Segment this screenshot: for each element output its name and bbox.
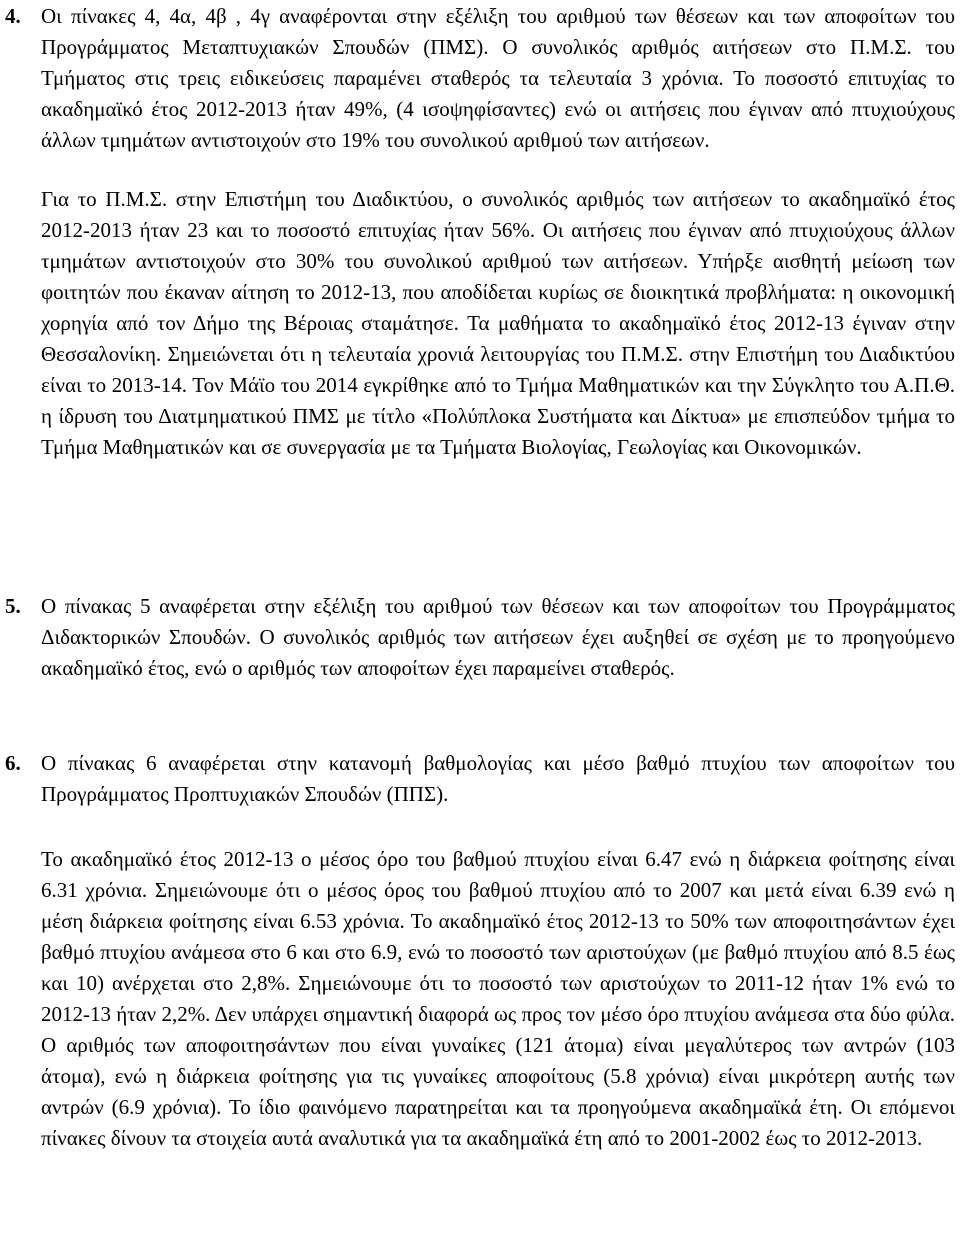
paragraph: Για το Π.Μ.Σ. στην Επιστήμη του Διαδικτύου, ο συνολικός αριθμός των αιτήσεων το ακαδημαϊκό έτος 2012-2013 ήταν 23 και το ποσοστό επιτυχίας ήταν 56%. Οι αιτήσεις που έγιναν από πτυχιούχους άλλων τμημάτων αντιστοιχούν στο 30% του συνολικού αριθμού των αιτήσεων. Υπήρξε αισθητή μείωση των φοιτητών που έκαναν αίτηση το 2012-13, που αποδίδεται κυρίως σε διοικητικά προβλήματα: η οικονομική χορηγία από τον Δήμο της Βέροιας σταμάτησε. Τα μαθήματα το ακαδημαϊκό έτος 2012-13 έγιναν στην Θεσσαλονίκη. Σημειώνεται ότι η τελευταία χρονιά λειτουργίας του Π.Μ.Σ. στην Επιστήμη του Διαδικτύου είναι το 2013-14. Τον Μάϊο του 2014 εγκρίθηκε από το Τμήμα Μαθηματικών και την Σύγκλητο του Α.Π.Θ. η ίδρυση του Διατμηματικού ΠΜΣ με τίτλο «Πολύπλοκα Συστήματα και Δίκτυα» με επισπεύδον τμήμα το Τμήμα Μαθηματικών και σε συνεργασία με τα Τμήματα Βιολογίας, Γεωλογίας και Οικονομικών. bbox=[41, 187, 955, 459]
paragraph: Το ακαδημαϊκό έτος 2012-13 ο μέσος όρο του βαθμού πτυχίου είναι 6.47 ενώ η διάρκεια φοίτησης είναι 6.31 χρόνια. Σημειώνουμε ότι ο μέσος όρος του βαθμού πτυχίου από το 2007 και μετά είναι 6.39 ενώ η μέση διάρκεια φοίτησης είναι 6.53 χρόνια. Το ακαδημαϊκό έτος 2012-13 το 50% των αποφοιτησάντων έχει βαθμό πτυχίου ανάμεσα στο 6 και στο 6.9, ενώ το ποσοστό των αριστούχων (με βαθμό πτυχίου από 8.5 έως και 10) ανέρχεται στο 2,8%. Σημειώνουμε ότι το ποσοστό των αριστούχων το 2011-12 ήταν 1% ενώ το 2012-13 ήταν 2,2%. Δεν υπάρχει σημαντική διαφορά ως προς τον μέσο όρο πτυχίου ανάμεσα στα δύο φύλα. Ο αριθμός των αποφοιτησάντων που είναι γυναίκες (121 άτομα) είναι μεγαλύτερος των αντρών (103 άτομα), ενώ η διάρκεια φοίτησης για τις γυναίκες αποφοίτους (5.8 χρόνια) είναι μικρότερη αυτής των αντρών (6.9 χρόνια). Το ίδιο φαινόμενο παρατηρείται και τα προηγούμενα ακαδημαϊκά έτη. Οι επόμενοι πίνακες δίνουν τα στοιχεία αυτά αναλυτικά για τα ακαδημαϊκά έτη από το 2001-2002 έως το 2012-2013. bbox=[41, 847, 955, 1150]
list-item-4 bbox=[0, 1, 960, 463]
item-number: 4. bbox=[5, 4, 21, 28]
list-item-5 bbox=[0, 591, 960, 684]
paragraph: Ο πίνακας 5 αναφέρεται στην εξέλιξη του αριθμού των θέσεων και των αποφοίτων του Προγράμματος Διδακτορικών Σπουδών. Ο συνολικός αριθμός των αιτήσεων έχει αυξηθεί σε σχέση με το προηγούμενο ακαδημαϊκό έτος, ενώ ο αριθμός των αποφοίτων έχει παραμείνει σταθερός. bbox=[41, 594, 955, 680]
list-item-6 bbox=[0, 748, 960, 1154]
item-number: 6. bbox=[5, 751, 21, 775]
paragraph: Οι πίνακες 4, 4α, 4β , 4γ αναφέρονται στην εξέλιξη του αριθμού των θέσεων και των αποφοίτων του Προγράμματος Μεταπτυχιακών Σπουδών (ΠΜΣ). Ο συνολικός αριθμός αιτήσεων στο Π.Μ.Σ. του Τμήματος στις τρεις ειδικεύσεις παραμένει σταθερός τα τελευταία 3 χρόνια. Το ποσοστό επιτυχίας το ακαδημαϊκό έτος 2012-2013 ήταν 49%, (4 ισοψηφίσαντες) ενώ οι αιτήσεις που έγιναν από πτυχιούχους άλλων τμημάτων αντιστοιχούν στο 19% του συνολικού αριθμού των αιτήσεων. bbox=[41, 4, 955, 152]
item-number: 5. bbox=[5, 594, 21, 618]
paragraph: Ο πίνακας 6 αναφέρεται στην κατανομή βαθμολογίας και μέσο βαθμό πτυχίου των αποφοίτων του Προγράμματος Προπτυχιακών Σπουδών (ΠΠΣ). bbox=[41, 751, 955, 806]
